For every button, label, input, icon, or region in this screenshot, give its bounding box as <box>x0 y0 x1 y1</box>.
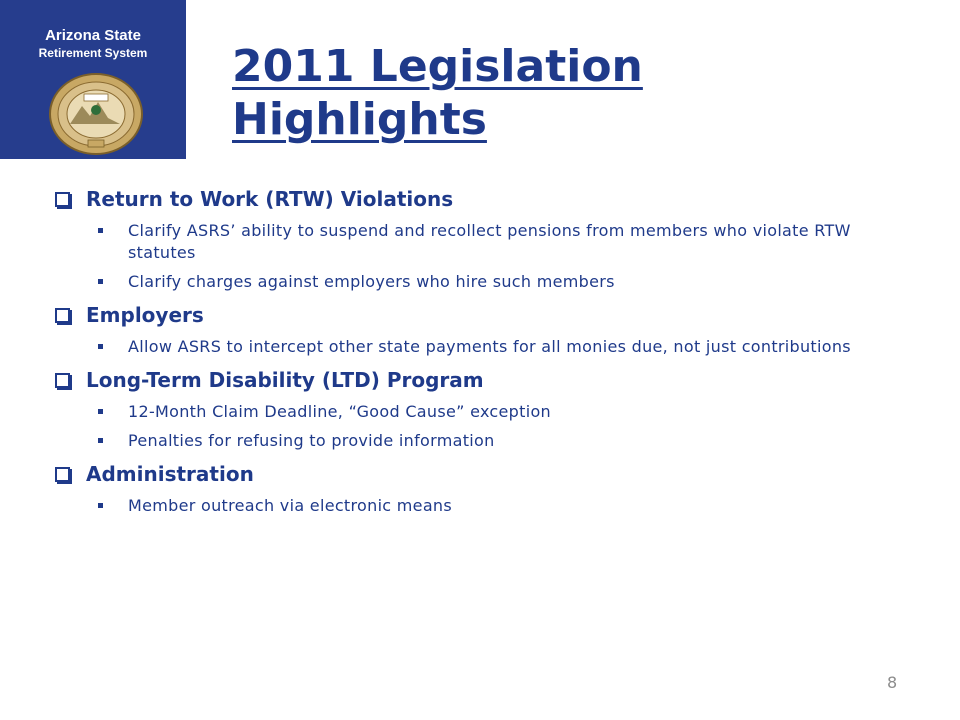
page-title <box>232 40 643 146</box>
filled-square-bullet-icon <box>98 438 103 443</box>
filled-square-bullet-icon <box>98 503 103 508</box>
title-line2: Highlights <box>232 94 487 145</box>
list-item-text: Clarify ASRS’ ability to suspend and recollect pensions from members who violate RTW statutes <box>128 221 851 262</box>
list-item-text: Member outreach via electronic means <box>128 496 453 515</box>
section-heading-text: Return to Work (RTW) Violations <box>86 187 454 211</box>
section-heading <box>86 301 913 329</box>
list-item <box>128 495 913 517</box>
page-number: 8 <box>887 673 898 692</box>
section-heading-text: Administration <box>86 462 254 486</box>
hollow-square-bullet-icon <box>55 373 70 388</box>
list-item <box>128 271 913 293</box>
hollow-square-bullet-icon <box>55 192 70 207</box>
bullet-list <box>86 336 913 358</box>
list-item-text: Penalties for refusing to provide information <box>128 431 495 450</box>
asrs-seal-icon <box>48 72 144 156</box>
list-item-text: Clarify charges against employers who hire such members <box>128 272 615 291</box>
section-return-to-work <box>53 185 913 293</box>
section-heading <box>86 460 913 488</box>
title-line1: 2011 Legislation <box>232 41 643 92</box>
filled-square-bullet-icon <box>98 228 103 233</box>
hollow-square-bullet-icon <box>55 308 70 323</box>
list-item-text: 12-Month Claim Deadline, “Good Cause” exception <box>128 402 551 421</box>
section-heading-text: Long-Term Disability (LTD) Program <box>86 368 484 392</box>
slide-content <box>53 185 913 517</box>
section-administration <box>53 460 913 517</box>
section-heading <box>86 366 913 394</box>
bullet-list <box>86 401 913 452</box>
list-item-text: Allow ASRS to intercept other state payments for all monies due, not just contributions <box>128 337 851 356</box>
filled-square-bullet-icon <box>98 344 103 349</box>
list-item <box>128 430 913 452</box>
section-heading-text: Employers <box>86 303 204 327</box>
list-item <box>128 336 913 358</box>
hollow-square-bullet-icon <box>55 467 70 482</box>
section-employers <box>53 301 913 358</box>
list-item <box>128 220 913 264</box>
list-item <box>128 401 913 423</box>
bullet-list <box>86 220 913 293</box>
logo-panel <box>0 0 186 159</box>
org-name-line2: Retirement System <box>38 46 148 60</box>
org-name-line1: Arizona State <box>45 27 141 44</box>
bullet-list <box>86 495 913 517</box>
section-ltd-program <box>53 366 913 452</box>
section-heading <box>86 185 913 213</box>
filled-square-bullet-icon <box>98 409 103 414</box>
filled-square-bullet-icon <box>98 279 103 284</box>
